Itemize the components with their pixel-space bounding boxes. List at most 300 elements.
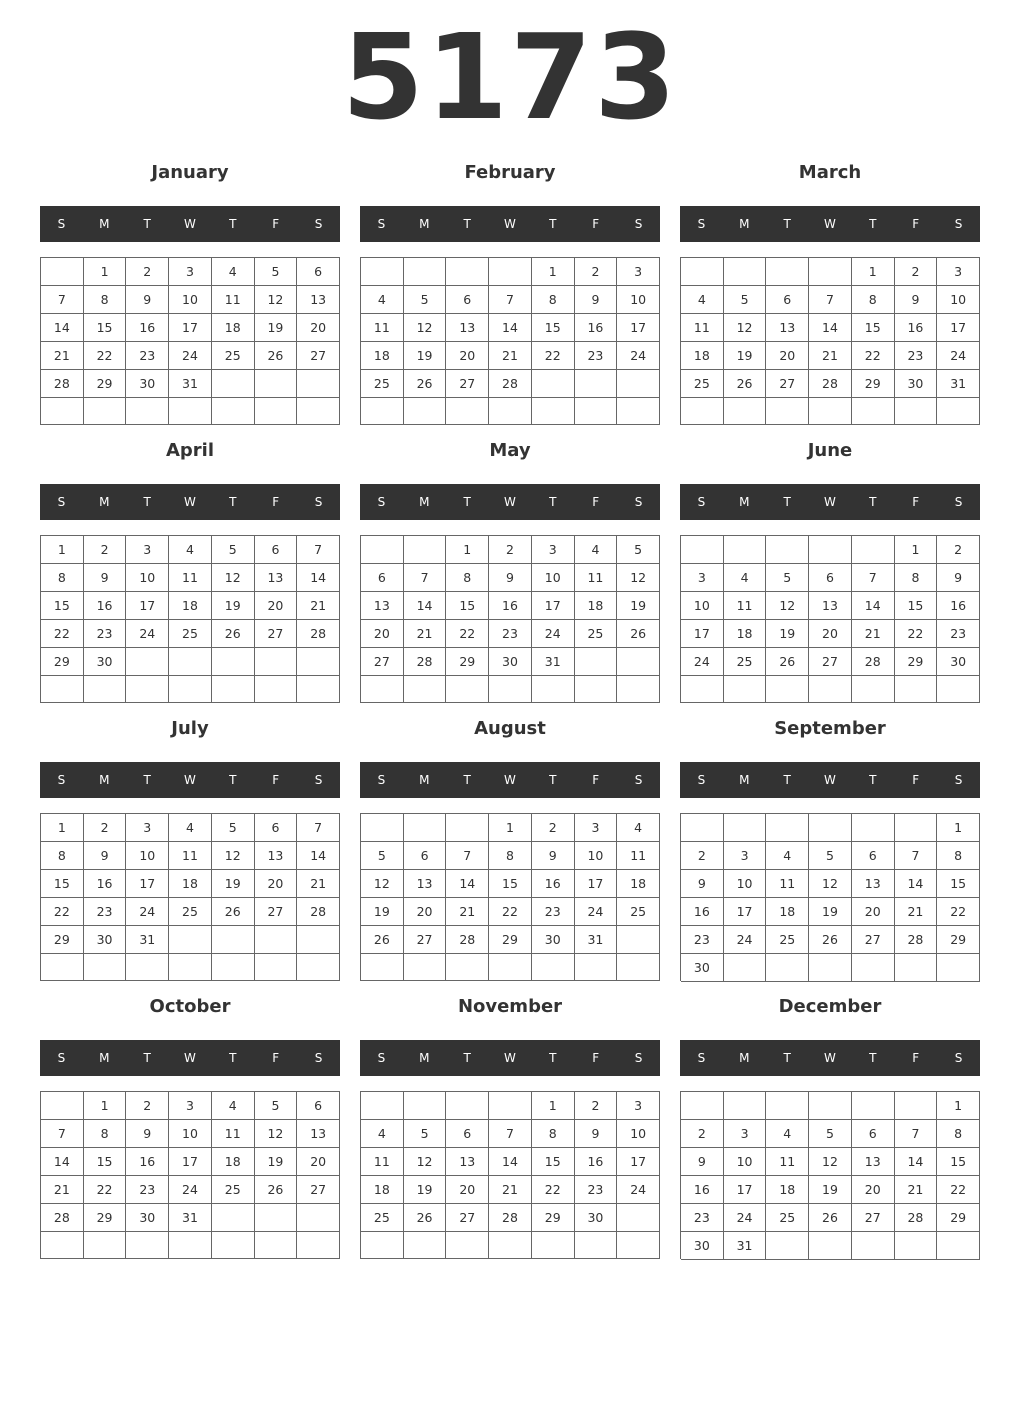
- day-cell: 2: [895, 258, 938, 286]
- day-cell: 8: [532, 286, 575, 314]
- weekday-label: W: [824, 1051, 836, 1065]
- day-cell: [766, 398, 809, 425]
- day-cell: 16: [895, 314, 938, 342]
- day-cell: 19: [404, 1176, 447, 1204]
- day-cell: [126, 398, 169, 425]
- day-cell: 30: [681, 1232, 724, 1260]
- weekday-label: T: [143, 773, 151, 787]
- weekday-label: W: [504, 1051, 516, 1065]
- month-title: August: [474, 718, 546, 739]
- day-cell: [126, 1232, 169, 1259]
- day-cell: [84, 954, 127, 981]
- day-cell: 11: [617, 842, 660, 870]
- day-cell: 27: [766, 370, 809, 398]
- day-cell: 6: [766, 286, 809, 314]
- day-cell: 12: [809, 870, 852, 898]
- weekday-label: W: [504, 773, 516, 787]
- weekday-label: M: [739, 773, 750, 787]
- day-cell: 6: [255, 536, 298, 564]
- weekday-header: [40, 1040, 340, 1076]
- day-cell: 23: [895, 342, 938, 370]
- day-cell: [724, 814, 767, 842]
- day-cell: 20: [297, 1148, 340, 1176]
- day-cell: 19: [212, 592, 255, 620]
- day-cell: [446, 814, 489, 842]
- day-cell: 21: [404, 620, 447, 648]
- day-cell: 3: [724, 842, 767, 870]
- weekday-label: F: [272, 773, 280, 787]
- day-cell: 31: [575, 926, 618, 954]
- day-cell: 4: [575, 536, 618, 564]
- day-cell: 23: [126, 1176, 169, 1204]
- day-cell: 3: [169, 1092, 212, 1120]
- day-cell: 24: [617, 342, 660, 370]
- day-cell: 3: [126, 814, 169, 842]
- day-cell: 29: [41, 926, 84, 954]
- day-cell: 26: [617, 620, 660, 648]
- day-cell: 7: [297, 536, 340, 564]
- day-cell: [809, 676, 852, 703]
- day-cell: 27: [809, 648, 852, 676]
- day-cell: [169, 954, 212, 981]
- day-cell: 9: [575, 286, 618, 314]
- day-cell: [169, 1232, 212, 1259]
- day-cell: 20: [766, 342, 809, 370]
- day-cell: 28: [852, 648, 895, 676]
- day-cell: [766, 954, 809, 982]
- day-cell: 24: [937, 342, 980, 370]
- day-cell: [361, 676, 404, 703]
- day-cell: 18: [361, 342, 404, 370]
- day-cell: 11: [766, 870, 809, 898]
- day-cell: 15: [852, 314, 895, 342]
- day-cell: 3: [681, 564, 724, 592]
- day-cell: [446, 398, 489, 425]
- day-cell: 15: [532, 1148, 575, 1176]
- day-cell: 2: [681, 842, 724, 870]
- day-cell: [489, 398, 532, 425]
- day-cell: 17: [617, 1148, 660, 1176]
- day-cell: 20: [852, 898, 895, 926]
- day-cell: 26: [255, 342, 298, 370]
- day-cell: [297, 648, 340, 676]
- day-cell: 16: [126, 314, 169, 342]
- day-cell: [212, 648, 255, 676]
- day-cell: 6: [297, 258, 340, 286]
- day-cell: [724, 258, 767, 286]
- day-cell: 18: [575, 592, 618, 620]
- day-cell: [575, 648, 618, 676]
- day-cell: 8: [41, 842, 84, 870]
- day-cell: 13: [361, 592, 404, 620]
- day-cell: [41, 1232, 84, 1259]
- day-grid: [680, 813, 980, 981]
- day-cell: 20: [852, 1176, 895, 1204]
- day-cell: [617, 370, 660, 398]
- day-cell: 26: [809, 926, 852, 954]
- day-cell: 10: [617, 1120, 660, 1148]
- month-title: June: [807, 440, 853, 461]
- day-cell: [766, 676, 809, 703]
- weekday-header: [360, 762, 660, 798]
- day-cell: [169, 398, 212, 425]
- month-title: July: [171, 718, 209, 739]
- day-cell: [852, 954, 895, 982]
- weekday-label: S: [57, 495, 66, 509]
- day-cell: [169, 648, 212, 676]
- day-cell: [297, 954, 340, 981]
- day-cell: 11: [681, 314, 724, 342]
- day-cell: [532, 370, 575, 398]
- day-cell: 25: [681, 370, 724, 398]
- weekday-label: F: [272, 1051, 280, 1065]
- day-cell: 22: [446, 620, 489, 648]
- day-cell: 30: [937, 648, 980, 676]
- day-cell: 27: [852, 926, 895, 954]
- day-cell: [575, 398, 618, 425]
- day-cell: [297, 370, 340, 398]
- day-cell: 2: [575, 258, 618, 286]
- day-cell: [724, 536, 767, 564]
- day-cell: 11: [169, 842, 212, 870]
- day-grid: [680, 535, 980, 703]
- day-cell: 3: [126, 536, 169, 564]
- day-cell: 18: [212, 314, 255, 342]
- day-cell: [255, 1232, 298, 1259]
- weekday-header: [680, 1040, 980, 1076]
- day-cell: 7: [41, 1120, 84, 1148]
- day-cell: [489, 954, 532, 981]
- day-cell: 17: [532, 592, 575, 620]
- day-cell: 2: [575, 1092, 618, 1120]
- weekday-header: [680, 484, 980, 520]
- day-cell: [617, 954, 660, 981]
- day-cell: 29: [895, 648, 938, 676]
- day-cell: 8: [446, 564, 489, 592]
- day-cell: 30: [895, 370, 938, 398]
- day-cell: 9: [126, 286, 169, 314]
- day-cell: 23: [489, 620, 532, 648]
- day-cell: 13: [255, 564, 298, 592]
- day-cell: [681, 536, 724, 564]
- day-cell: [532, 398, 575, 425]
- day-cell: [681, 1092, 724, 1120]
- day-cell: 25: [212, 1176, 255, 1204]
- day-cell: 8: [895, 564, 938, 592]
- day-cell: [126, 676, 169, 703]
- day-cell: 12: [212, 842, 255, 870]
- day-cell: 1: [41, 814, 84, 842]
- day-cell: 11: [212, 286, 255, 314]
- day-cell: 2: [532, 814, 575, 842]
- day-cell: 12: [724, 314, 767, 342]
- day-cell: 4: [361, 1120, 404, 1148]
- day-cell: 23: [126, 342, 169, 370]
- day-cell: 2: [84, 814, 127, 842]
- weekday-label: F: [272, 217, 280, 231]
- day-cell: [809, 814, 852, 842]
- day-cell: [809, 398, 852, 425]
- day-cell: 27: [852, 1204, 895, 1232]
- day-cell: [446, 954, 489, 981]
- weekday-label: T: [229, 495, 237, 509]
- day-cell: [255, 648, 298, 676]
- weekday-label: F: [592, 217, 600, 231]
- weekday-label: T: [229, 217, 237, 231]
- day-cell: 14: [489, 1148, 532, 1176]
- day-cell: 2: [126, 1092, 169, 1120]
- day-cell: 15: [895, 592, 938, 620]
- weekday-label: F: [272, 495, 280, 509]
- day-cell: 28: [895, 926, 938, 954]
- day-cell: 22: [895, 620, 938, 648]
- day-cell: [255, 1204, 298, 1232]
- day-cell: 15: [532, 314, 575, 342]
- day-cell: 15: [41, 592, 84, 620]
- day-cell: [361, 1232, 404, 1259]
- weekday-label: F: [592, 495, 600, 509]
- day-cell: [617, 1204, 660, 1232]
- day-cell: 14: [297, 842, 340, 870]
- day-cell: [212, 1232, 255, 1259]
- day-cell: 23: [84, 898, 127, 926]
- day-cell: 23: [575, 1176, 618, 1204]
- day-cell: 14: [489, 314, 532, 342]
- day-cell: 18: [361, 1176, 404, 1204]
- weekday-label: S: [377, 217, 386, 231]
- day-cell: 14: [895, 1148, 938, 1176]
- day-cell: 21: [895, 898, 938, 926]
- day-cell: 28: [297, 620, 340, 648]
- day-cell: 24: [532, 620, 575, 648]
- day-cell: [404, 814, 447, 842]
- day-cell: 13: [446, 1148, 489, 1176]
- day-cell: 10: [724, 870, 767, 898]
- day-grid: [40, 535, 340, 703]
- weekday-label: M: [739, 1051, 750, 1065]
- day-cell: [895, 398, 938, 425]
- day-cell: 9: [84, 842, 127, 870]
- day-cell: 30: [126, 370, 169, 398]
- day-cell: 31: [532, 648, 575, 676]
- day-cell: 16: [126, 1148, 169, 1176]
- day-cell: 25: [361, 370, 404, 398]
- day-cell: 20: [404, 898, 447, 926]
- day-cell: [532, 954, 575, 981]
- day-cell: 30: [84, 648, 127, 676]
- day-cell: 2: [937, 536, 980, 564]
- day-cell: 12: [255, 1120, 298, 1148]
- day-cell: [255, 926, 298, 954]
- weekday-label: W: [184, 1051, 196, 1065]
- weekday-label: W: [184, 217, 196, 231]
- day-cell: 19: [766, 620, 809, 648]
- day-cell: 7: [852, 564, 895, 592]
- day-cell: [575, 954, 618, 981]
- month-title: March: [798, 162, 862, 183]
- day-cell: 24: [724, 1204, 767, 1232]
- day-cell: [297, 1204, 340, 1232]
- month-title: February: [464, 162, 556, 183]
- day-cell: 10: [617, 286, 660, 314]
- day-cell: [41, 676, 84, 703]
- day-cell: 7: [809, 286, 852, 314]
- day-cell: [404, 1092, 447, 1120]
- day-cell: 1: [937, 1092, 980, 1120]
- day-cell: 24: [169, 1176, 212, 1204]
- day-cell: 16: [681, 898, 724, 926]
- day-cell: 15: [489, 870, 532, 898]
- day-cell: 30: [681, 954, 724, 982]
- day-cell: 28: [404, 648, 447, 676]
- day-cell: [212, 370, 255, 398]
- day-cell: 25: [361, 1204, 404, 1232]
- day-cell: [404, 1232, 447, 1259]
- month-title: September: [774, 718, 886, 739]
- day-cell: 12: [809, 1148, 852, 1176]
- weekday-label: S: [697, 495, 706, 509]
- weekday-label: T: [783, 495, 791, 509]
- day-grid: [40, 257, 340, 425]
- day-cell: 5: [212, 814, 255, 842]
- day-cell: [404, 258, 447, 286]
- day-cell: 4: [766, 1120, 809, 1148]
- weekday-label: S: [634, 217, 643, 231]
- month-title: November: [457, 996, 563, 1017]
- day-cell: 28: [297, 898, 340, 926]
- day-cell: [361, 398, 404, 425]
- day-cell: [766, 1232, 809, 1260]
- weekday-label: S: [377, 773, 386, 787]
- weekday-label: T: [143, 217, 151, 231]
- day-grid: [360, 1091, 660, 1259]
- day-grid: [680, 1091, 980, 1259]
- day-cell: 29: [84, 1204, 127, 1232]
- day-cell: 24: [681, 648, 724, 676]
- day-cell: 19: [809, 898, 852, 926]
- day-cell: 12: [617, 564, 660, 592]
- day-cell: [41, 258, 84, 286]
- day-cell: 15: [41, 870, 84, 898]
- day-grid: [680, 257, 980, 425]
- day-cell: 25: [617, 898, 660, 926]
- weekday-label: F: [912, 773, 920, 787]
- day-cell: 12: [212, 564, 255, 592]
- day-cell: 3: [937, 258, 980, 286]
- day-cell: 17: [126, 870, 169, 898]
- day-cell: 17: [575, 870, 618, 898]
- day-cell: [617, 926, 660, 954]
- day-cell: 11: [766, 1148, 809, 1176]
- day-cell: 5: [617, 536, 660, 564]
- day-cell: [852, 1092, 895, 1120]
- weekday-label: M: [419, 495, 430, 509]
- day-cell: [404, 954, 447, 981]
- day-cell: 21: [852, 620, 895, 648]
- day-cell: [681, 814, 724, 842]
- day-cell: 16: [489, 592, 532, 620]
- day-cell: 27: [255, 898, 298, 926]
- day-cell: 21: [297, 870, 340, 898]
- day-cell: [681, 258, 724, 286]
- day-cell: 26: [404, 370, 447, 398]
- day-cell: [617, 676, 660, 703]
- day-cell: 19: [809, 1176, 852, 1204]
- day-cell: 7: [297, 814, 340, 842]
- day-cell: 6: [446, 1120, 489, 1148]
- day-cell: 5: [404, 1120, 447, 1148]
- weekday-label: F: [912, 217, 920, 231]
- day-cell: 21: [446, 898, 489, 926]
- weekday-label: T: [869, 217, 877, 231]
- day-cell: [617, 398, 660, 425]
- day-cell: 27: [297, 1176, 340, 1204]
- day-cell: 4: [212, 258, 255, 286]
- day-cell: 28: [809, 370, 852, 398]
- day-cell: [724, 954, 767, 982]
- day-cell: 29: [489, 926, 532, 954]
- day-cell: 4: [617, 814, 660, 842]
- day-cell: 26: [404, 1204, 447, 1232]
- month-february: [360, 158, 660, 428]
- day-cell: 17: [724, 1176, 767, 1204]
- day-cell: [937, 1232, 980, 1260]
- day-cell: 29: [937, 1204, 980, 1232]
- weekday-label: W: [824, 773, 836, 787]
- weekday-label: M: [99, 1051, 110, 1065]
- day-cell: 24: [126, 620, 169, 648]
- day-cell: [126, 648, 169, 676]
- day-cell: 22: [937, 1176, 980, 1204]
- day-cell: 17: [724, 898, 767, 926]
- weekday-label: T: [869, 495, 877, 509]
- weekday-label: M: [419, 773, 430, 787]
- day-cell: [255, 954, 298, 981]
- day-cell: 15: [84, 314, 127, 342]
- day-cell: 27: [446, 370, 489, 398]
- day-cell: 10: [681, 592, 724, 620]
- day-cell: [809, 1232, 852, 1260]
- weekday-label: T: [229, 773, 237, 787]
- day-cell: 6: [852, 1120, 895, 1148]
- day-cell: [724, 398, 767, 425]
- day-cell: 20: [446, 342, 489, 370]
- weekday-header: [40, 206, 340, 242]
- day-cell: 23: [937, 620, 980, 648]
- day-cell: 15: [84, 1148, 127, 1176]
- day-cell: 13: [852, 870, 895, 898]
- day-cell: 5: [255, 258, 298, 286]
- weekday-label: W: [824, 217, 836, 231]
- day-cell: 10: [937, 286, 980, 314]
- day-cell: 7: [489, 1120, 532, 1148]
- weekday-label: T: [463, 217, 471, 231]
- day-cell: 12: [404, 314, 447, 342]
- day-cell: 21: [489, 342, 532, 370]
- day-cell: 9: [937, 564, 980, 592]
- day-cell: [937, 398, 980, 425]
- day-cell: [489, 1232, 532, 1259]
- day-cell: 5: [766, 564, 809, 592]
- day-cell: 18: [169, 592, 212, 620]
- day-cell: [446, 258, 489, 286]
- day-cell: 16: [84, 592, 127, 620]
- day-cell: 25: [212, 342, 255, 370]
- weekday-label: S: [634, 1051, 643, 1065]
- day-cell: 22: [41, 898, 84, 926]
- day-cell: 4: [361, 286, 404, 314]
- day-cell: 22: [84, 342, 127, 370]
